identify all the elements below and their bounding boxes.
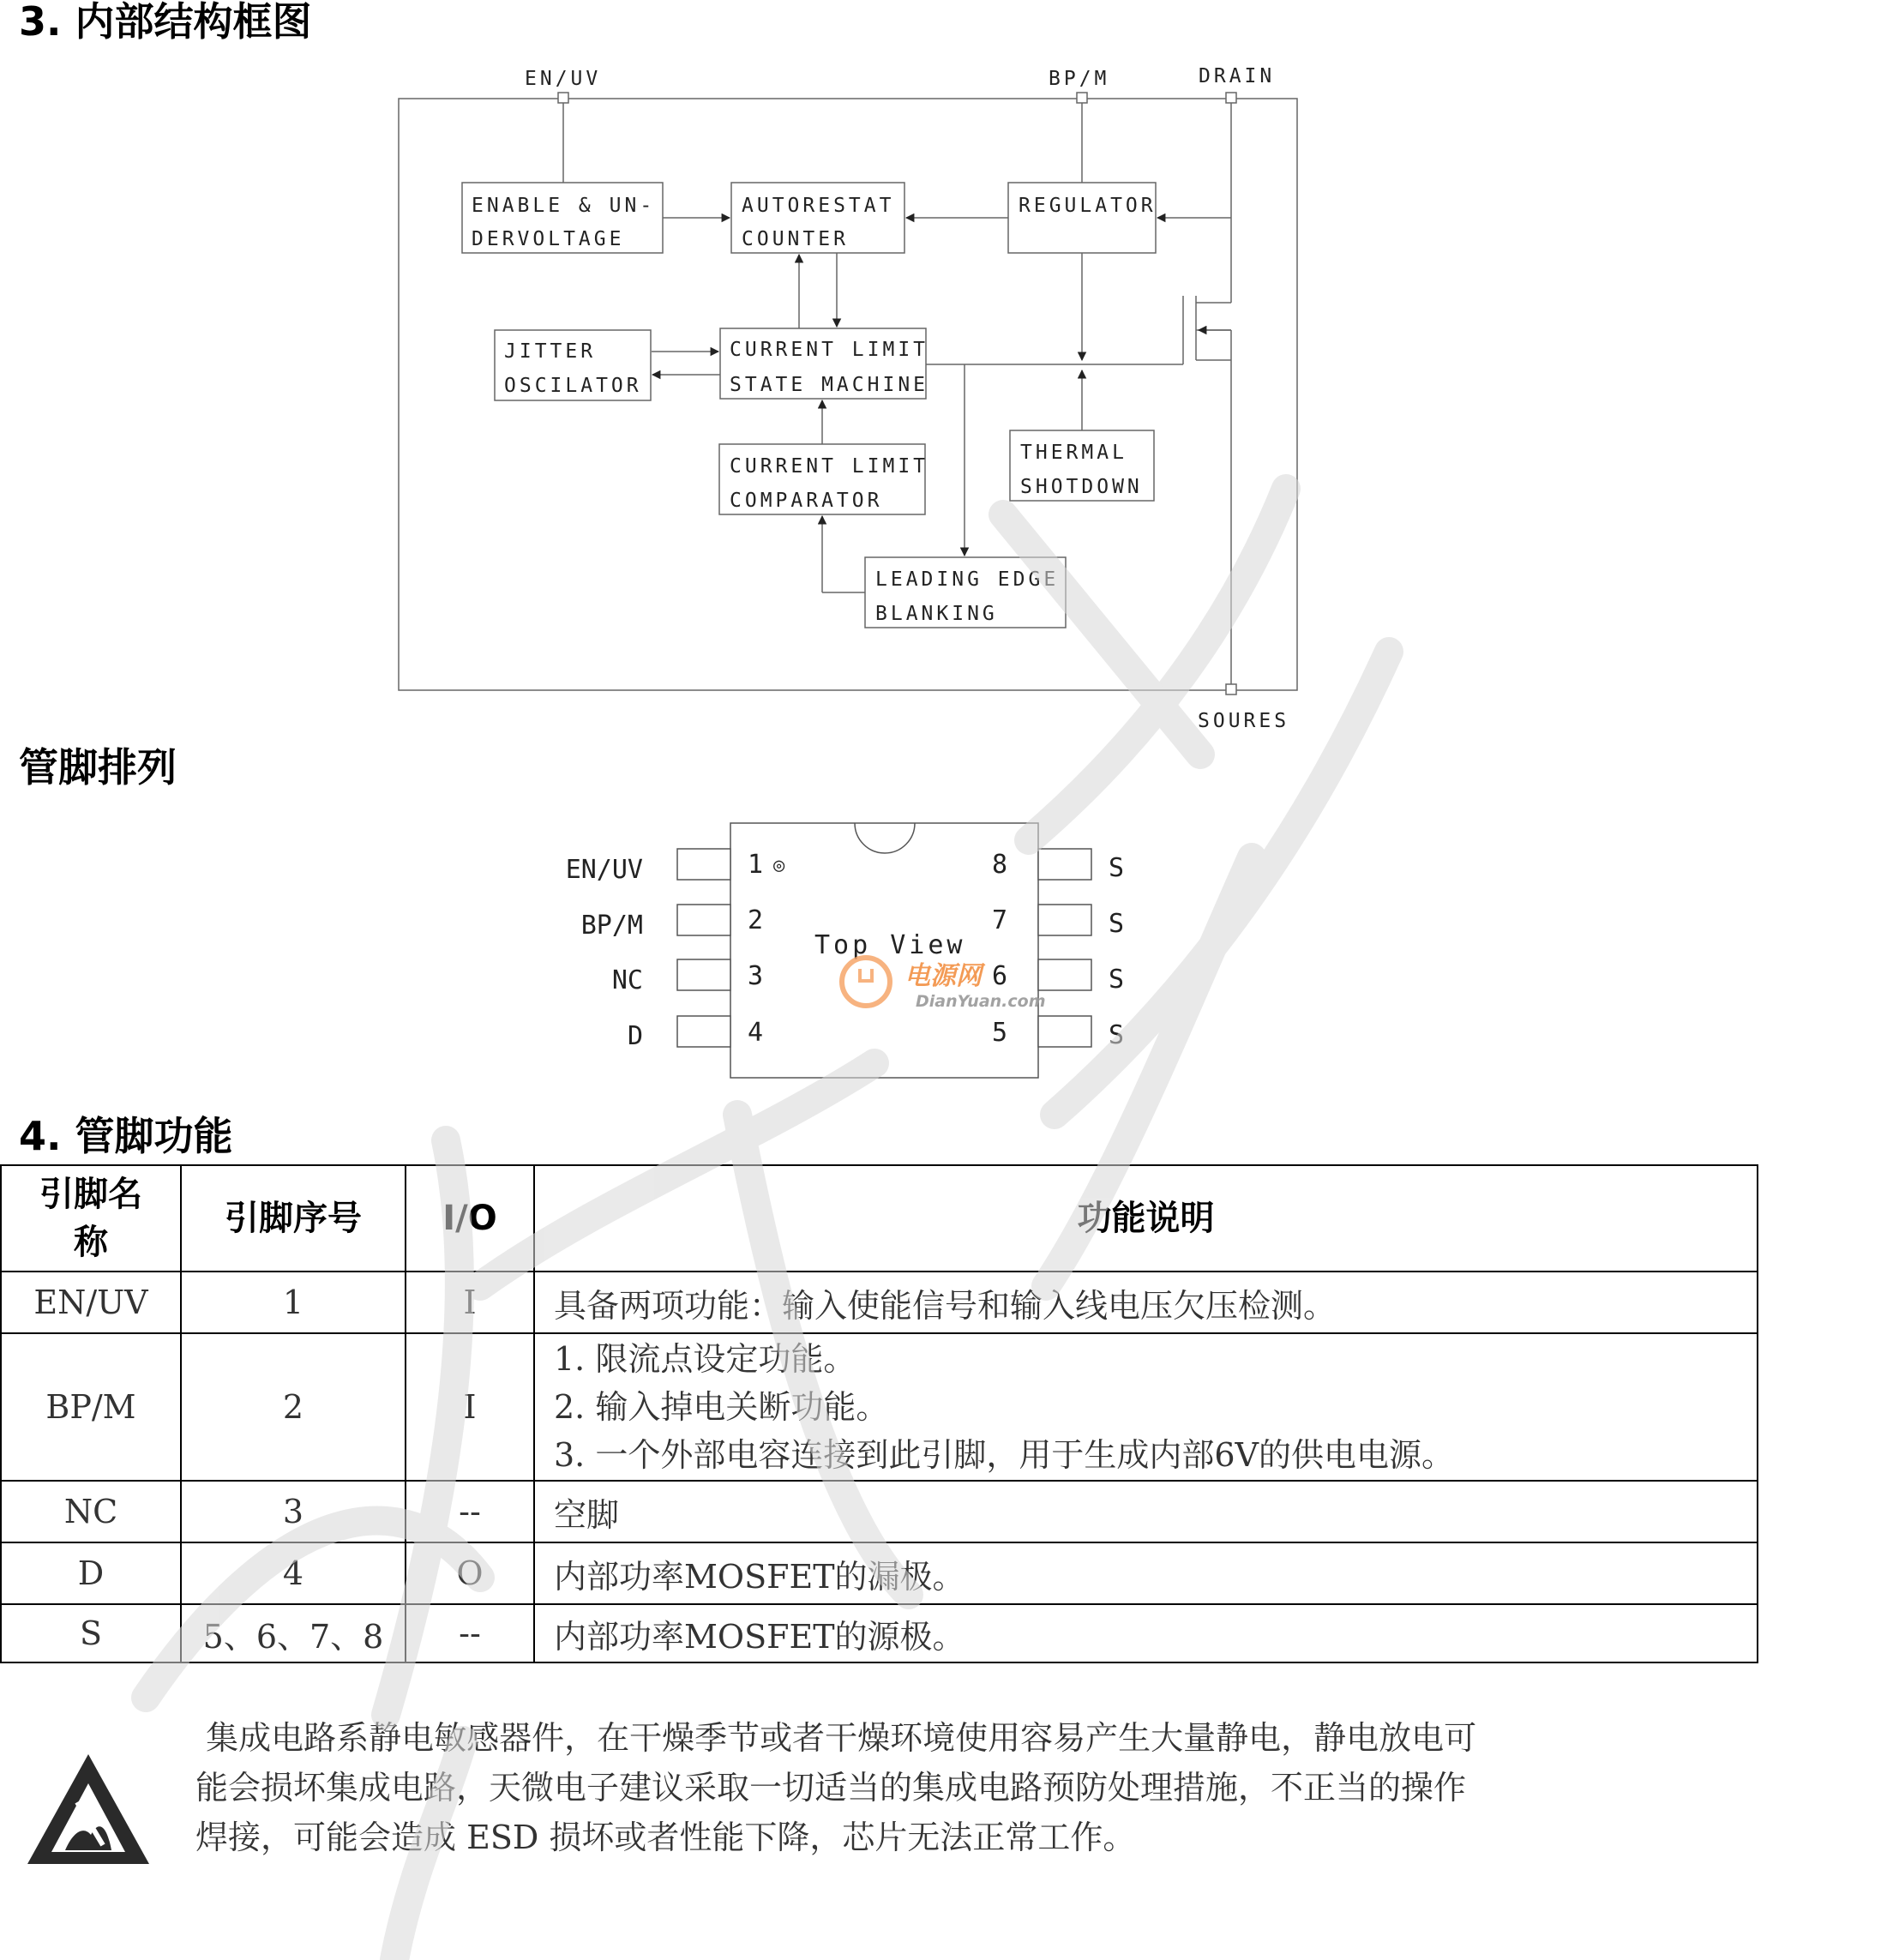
header-description-text: 功能说明: [1077, 1199, 1215, 1238]
cell-name: BP/M: [1, 1333, 181, 1481]
pin8-label: S: [1109, 853, 1125, 883]
pin7-label: S: [1109, 909, 1125, 939]
table-row: [1, 1604, 1758, 1662]
cell-name: EN/UV: [1, 1272, 181, 1333]
top-view-label: Top View: [814, 930, 966, 960]
desc-line: 3. 一个外部电容连接到此引脚，用于生成内部6V的供电电源。: [554, 1436, 1454, 1474]
esd-note-line: 能会损坏集成电路，天微电子建议采取一切适当的集成电路预防处理措施，不正当的操作: [195, 1769, 1467, 1807]
header-pin-name: [1, 1165, 181, 1272]
cell-description: 空脚: [534, 1481, 1758, 1542]
block-comparator-line1: CURRENT LIMIT: [730, 455, 929, 478]
header-io: [406, 1165, 534, 1272]
pin-label-source: SOURES: [1198, 710, 1290, 732]
header-pin-name-text: 引脚名称: [39, 1175, 142, 1262]
block-regulator: [1008, 183, 1156, 253]
header-pin-number: [181, 1165, 406, 1272]
pin3-label: NC: [611, 965, 643, 995]
cell-number: 4: [181, 1542, 406, 1604]
logo-url: DianYuan.com: [916, 992, 1046, 1011]
cell-io: I: [406, 1272, 534, 1333]
header-io-text: I/O: [442, 1199, 497, 1238]
pin7-number: 7: [992, 905, 1008, 935]
block-enable-line2: DERVOLTAGE: [472, 228, 625, 250]
pin5-number: 5: [992, 1018, 1008, 1048]
pin1-number: 1: [748, 850, 764, 880]
pin6-number: 6: [992, 961, 1008, 991]
cell-number: 3: [181, 1481, 406, 1542]
pin5-label: S: [1109, 1020, 1125, 1050]
pin-function-table: [0, 1164, 1758, 1663]
block-leb-line2: BLANKING: [875, 603, 998, 625]
cell-description: 内部功率MOSFET的源极。: [534, 1604, 1758, 1662]
block-jitter-line1: JITTER: [504, 340, 597, 363]
pin3-number: 3: [748, 961, 764, 991]
block-thermal-line2: SHOTDOWN: [1020, 476, 1143, 498]
esd-warning-icon: [24, 1749, 153, 1869]
desc-line: 2. 输入掉电关断功能。: [554, 1388, 889, 1426]
cell-name: NC: [1, 1481, 181, 1542]
block-state-machine-line1: CURRENT LIMIT: [730, 339, 929, 361]
block-state-machine-line2: STATE MACHINE: [730, 374, 929, 396]
cell-number: 5、6、7、8: [181, 1604, 406, 1662]
block-enable-line1: ENABLE & UN-: [472, 195, 656, 217]
pinout-title: 管脚排列: [19, 744, 177, 791]
pin4-label: D: [627, 1021, 643, 1051]
cell-number: 1: [181, 1272, 406, 1333]
cell-name: S: [1, 1604, 181, 1662]
cell-description: 内部功率MOSFET的漏极。: [534, 1542, 1758, 1604]
header-description: [534, 1165, 1758, 1272]
cell-name: D: [1, 1542, 181, 1604]
block-diagram: [0, 51, 1893, 737]
pin1-label: EN/UV: [565, 855, 643, 885]
block-thermal-line1: THERMAL: [1020, 442, 1127, 464]
block-leb-line1: LEADING EDGE: [875, 568, 1060, 591]
cell-io: --: [406, 1604, 534, 1662]
block-regulator-line1: REGULATOR: [1019, 195, 1157, 217]
section3-title: 3. 内部结构框图: [19, 0, 312, 45]
pin-label-drain: DRAIN: [1199, 65, 1276, 87]
pin6-label: S: [1109, 965, 1125, 995]
table-row: [1, 1481, 1758, 1542]
block-jitter-line2: OSCILATOR: [504, 375, 642, 397]
block-autorestart-line2: COUNTER: [742, 228, 849, 250]
cell-description: 具备两项功能：输入使能信号和输入线电压欠压检测。: [534, 1272, 1758, 1333]
pin1-mark: ◎: [773, 855, 785, 876]
table-row: [1, 1272, 1758, 1333]
esd-note-line: 集成电路系静电敏感器件，在干燥季节或者干燥环境使用容易产生大量静电，静电放电可: [195, 1719, 1477, 1757]
block-autorestart-line1: AUTORESTAT: [742, 195, 895, 217]
section4-title: 4. 管脚功能: [19, 1113, 233, 1159]
table-row: [1, 1333, 1758, 1481]
cell-io: O: [406, 1542, 534, 1604]
logo-name: 电源网: [904, 961, 982, 991]
cell-io: --: [406, 1481, 534, 1542]
table-header-row: [1, 1165, 1758, 1272]
pin2-number: 2: [748, 905, 764, 935]
pin-label-bp-m: BP/M: [1049, 68, 1110, 90]
pin-label-en-uv: EN/UV: [525, 68, 602, 90]
table-row: [1, 1542, 1758, 1604]
block-comparator-line2: COMPARATOR: [730, 490, 883, 512]
pin4-number: 4: [748, 1018, 764, 1048]
pin8-number: 8: [992, 850, 1008, 880]
desc-line: 1. 限流点设定功能。: [554, 1340, 856, 1378]
pin2-label: BP/M: [580, 911, 643, 941]
cell-description: [534, 1333, 1758, 1481]
cell-io: I: [406, 1333, 534, 1481]
header-pin-number-text: 引脚序号: [225, 1199, 362, 1238]
pinout-diagram: [0, 815, 1893, 1089]
cell-number: 2: [181, 1333, 406, 1481]
esd-note: [195, 1713, 1756, 1862]
esd-note-line: 焊接，可能会造成 ESD 损坏或者性能下降，芯片无法正常工作。: [195, 1819, 1136, 1856]
